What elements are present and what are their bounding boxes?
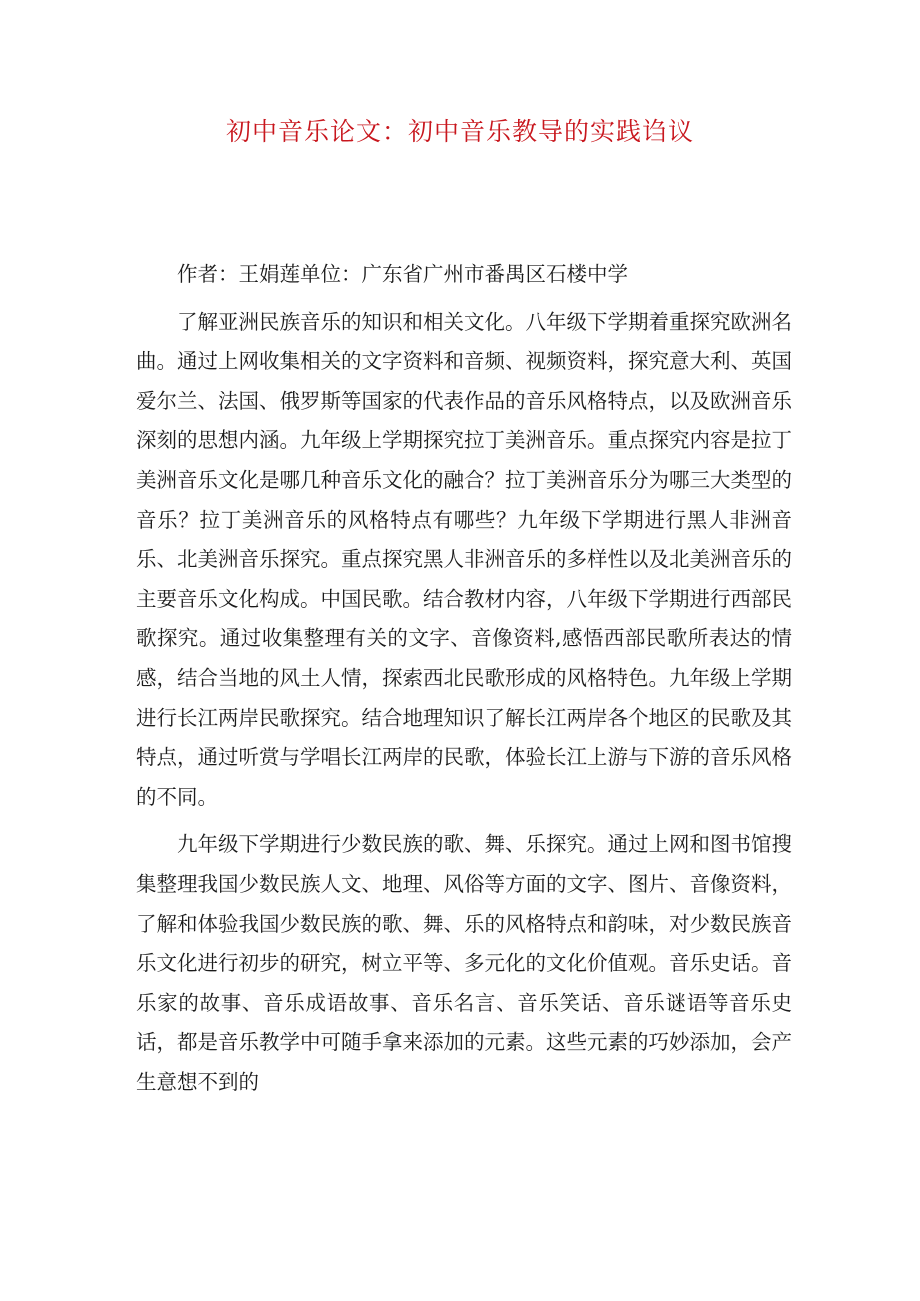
document-title: 初中音乐论文：初中音乐教导的实践诌议	[225, 117, 694, 146]
document-body	[136, 255, 792, 1110]
author-line: 作者：王娟莲单位：广东省广州市番禺区石楼中学	[177, 262, 628, 286]
body-paragraph-1: 了解亚洲民族音乐的知识和相关文化。八年级下学期着重探究欧洲名曲。通过上网收集相关的文字资料和音频、视频资料，探究意大利、英国爱尔兰、法国、俄罗斯等国家的代表作品的音乐风格特点，以及欧洲音乐深刻的思想内涵。九年级上学期探究拉丁美洲音乐。重点探究内容是拉丁美洲音乐文化是哪几种音乐文化的融合？拉丁美洲音乐分为哪三大类型的音乐？拉丁美洲音乐的风格特点有哪些？九年级下学期进行黑人非洲音乐、北美洲音乐探究。重点探究黑人非洲音乐的多样性以及北美洲音乐的主要音乐文化构成。中国民歌。结合教材内容，八年级下学期进行西部民歌探究。通过收集整理有关的文字、音像资料,感悟西部民歌所表达的情感，结合当地的风土人情，探索西北民歌形成的风格特色。九年级上学期进行长江两岸民歌探究。结合地理知识了解长江两岸各个地区的民歌及其特点，通过听赏与学唱长江两岸的民歌，体验长江上游与下游的音乐风格的不同。	[136, 309, 792, 809]
body-paragraph-2: 九年级下学期进行少数民族的歌、舞、乐探究。通过上网和图书馆搜集整理我国少数民族人文、地理、风俗等方面的文字、图片、音像资料，了解和体验我国少数民族的歌、舞、乐的风格特点和韵味，对少数民族音乐文化进行初步的研究，树立平等、多元化的文化价值观。音乐史话。音乐家的故事、音乐成语故事、音乐名言、音乐笑话、音乐谜语等音乐史话，都是音乐教学中可随手拿来添加的元素。这些元素的巧妙添加，会产生意想不到的	[136, 832, 792, 1094]
